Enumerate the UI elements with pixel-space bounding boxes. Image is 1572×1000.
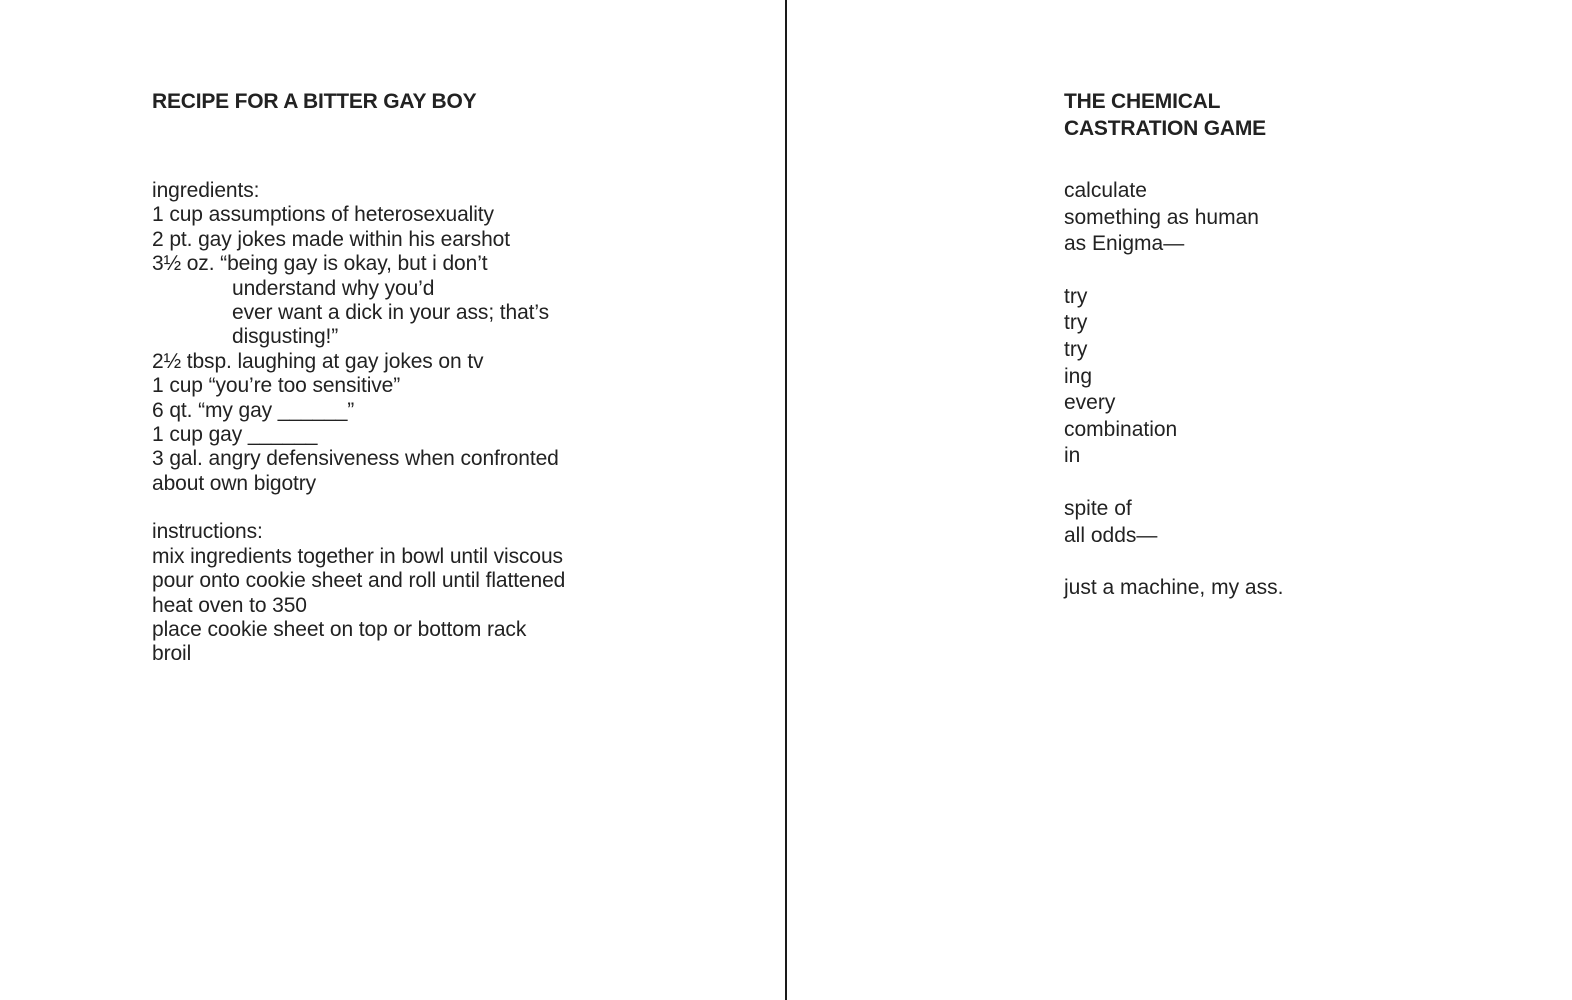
poem-line: try (1064, 311, 1088, 335)
ingredients-section (152, 179, 712, 496)
ingredient-line: 6 qt. “my gay ______” (152, 398, 355, 422)
ingredient-line: 2½ tbsp. laughing at gay jokes on tv (152, 349, 484, 373)
instruction-line: mix ingredients together in bowl until viscous (152, 544, 563, 568)
poem-line: all odds— (1064, 523, 1158, 547)
ingredients-label: ingredients: (152, 179, 260, 202)
poem-title-line: THE CHEMICAL (1064, 90, 1221, 113)
ingredient-continuation-line: ever want a dick in your ass; that’s (232, 301, 549, 325)
poem-line: spite of (1064, 496, 1132, 520)
ingredient-line: 2 pt. gay jokes made within his earshot (152, 227, 510, 251)
instruction-line: broil (152, 642, 192, 666)
ingredient-line: 1 cup assumptions of heterosexuality (152, 203, 494, 227)
poem-line: try (1064, 284, 1088, 308)
instruction-line: place cookie sheet on top or bottom rack (152, 617, 527, 641)
ingredient-line: 1 cup gay ______ (152, 423, 318, 447)
poem-line: combination (1064, 417, 1178, 441)
instructions-section (152, 520, 712, 666)
recipe-title: RECIPE FOR A BITTER GAY BOY (152, 90, 477, 113)
poem-title (1064, 88, 1484, 142)
poem-line: calculate (1064, 179, 1147, 202)
instruction-line: heat oven to 350 (152, 593, 307, 617)
poem-line: try (1064, 337, 1088, 361)
poem-title-line: CASTRATION GAME (1064, 117, 1266, 140)
right-page (788, 0, 1572, 1000)
poem-line: every (1064, 391, 1116, 415)
poem-line: in (1064, 444, 1081, 468)
ingredient-line: 3 gal. angry defensiveness when confronted (152, 447, 559, 471)
instruction-line: pour onto cookie sheet and roll until flattened (152, 569, 566, 593)
stanza (1064, 496, 1484, 549)
poem-body (1064, 178, 1484, 602)
ingredient-line: 3½ oz. “being gay is okay, but i don’t (152, 252, 488, 276)
instructions-label: instructions: (152, 520, 263, 544)
stanza (1064, 575, 1484, 602)
ingredient-line: about own bigotry (152, 471, 317, 495)
page-gutter-divider (785, 0, 787, 1000)
stanza (1064, 178, 1484, 258)
chemical-castration-poem (1064, 88, 1484, 602)
poem-line: as Enigma— (1064, 232, 1185, 256)
poem-line: ing (1064, 364, 1093, 388)
ingredient-line: 1 cup “you’re too sensitive” (152, 374, 401, 398)
recipe-poem (152, 88, 712, 667)
stanza (1064, 284, 1484, 470)
poem-line: something as human (1064, 205, 1259, 229)
ingredient-continuation-line: understand why you’d (232, 276, 435, 300)
ingredient-continuation-line: disgusting!” (232, 325, 339, 349)
poem-line: just a machine, my ass. (1064, 576, 1284, 600)
